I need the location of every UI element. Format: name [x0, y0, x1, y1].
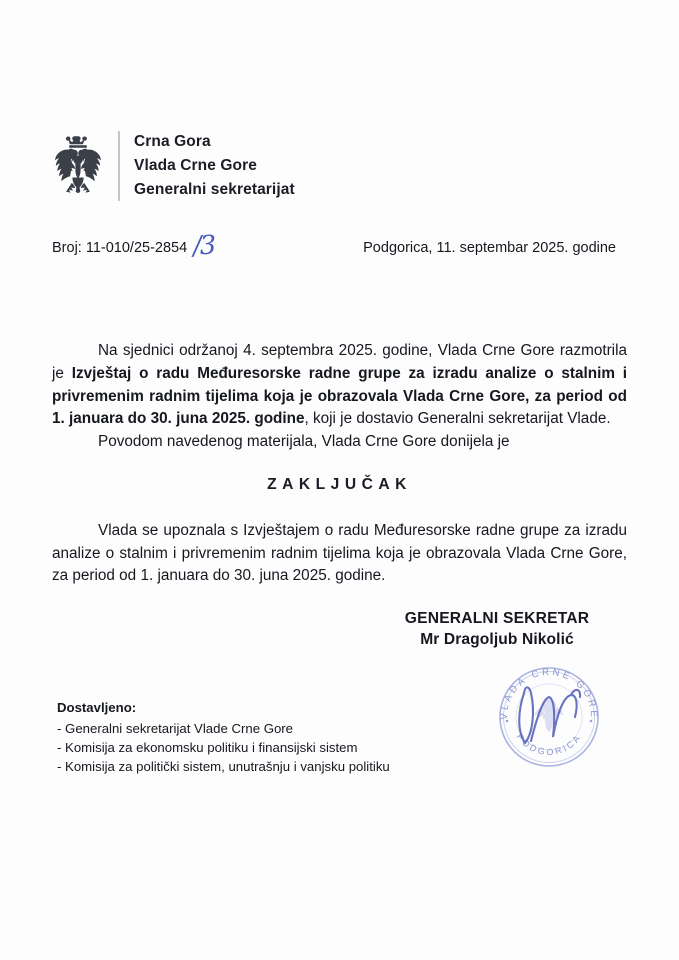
distribution-item: - Generalni sekretarijat Vlade Crne Gore: [57, 720, 294, 736]
letterhead-text: [134, 131, 295, 201]
distribution-title: Dostavljeno:: [57, 700, 137, 715]
letterhead: [50, 131, 295, 201]
conclusion-paragraph: Vlada se upoznala s Izvještajem o radu Međuresorske radne grupe za izradu analize o stalnim i privremenim radnim tijelima koja je obrazovala Vlada Crne Gore, za period od 1. januara do 30. juna 2025. godine.: [52, 521, 627, 585]
intro-paragraph: [52, 340, 627, 431]
letterhead-divider: [118, 131, 120, 201]
lead-in-paragraph: Povodom navedenog materijala, Vlada Crne Gore donijela je: [98, 433, 510, 451]
signatory-name: Mr Dragoljub Nikolić: [420, 631, 574, 649]
letterhead-line-government: Vlada Crne Gore: [134, 157, 257, 174]
svg-text:VLADA CRNE GORE: VLADA CRNE GORE: [498, 666, 600, 721]
place-and-date: Podgorica, 11. septembar 2025. godine: [363, 240, 616, 256]
conclusion-heading: ZAKLJUČAK: [267, 475, 412, 493]
signatory-title: GENERALNI SEKRETAR: [404, 610, 590, 627]
official-round-stamp-icon: [487, 655, 611, 779]
reference-row: [52, 230, 634, 264]
montenegro-coat-of-arms-icon: [50, 133, 106, 199]
intro-text-part1: Na sjednici održanoj 4. septembra 2025. godine, Vlada Crne Gore razmotrila je: [52, 342, 627, 382]
handwritten-annotation: /3: [192, 230, 216, 262]
document-body: [52, 340, 627, 588]
distribution-item: - Komisija za politički sistem, unutrašnju i vanjsku politiku: [57, 759, 390, 775]
distribution-block: [57, 699, 487, 777]
svg-text:PODGORICA: PODGORICA: [514, 731, 584, 758]
signature-block: [362, 608, 632, 650]
intro-text-bold: Izvještaj o radu Međuresorske radne grupe za izradu analize o stalnim i privremenim radnim tijelima koja je obrazovala Vlada Crne Gore, za period od 1. januara do 30. juna 2025. godine: [52, 364, 627, 428]
letterhead-line-country: Crna Gora: [134, 133, 211, 150]
reference-number: Broj: 11-010/25-2854: [52, 240, 188, 256]
letterhead-line-office: Generalni sekretarijat: [134, 181, 295, 198]
distribution-item: - Komisija za ekonomsku politiku i finansijski sistem: [57, 740, 358, 755]
intro-text-part2: , koji je dostavio Generalni sekretarijat Vlade.: [304, 410, 611, 428]
